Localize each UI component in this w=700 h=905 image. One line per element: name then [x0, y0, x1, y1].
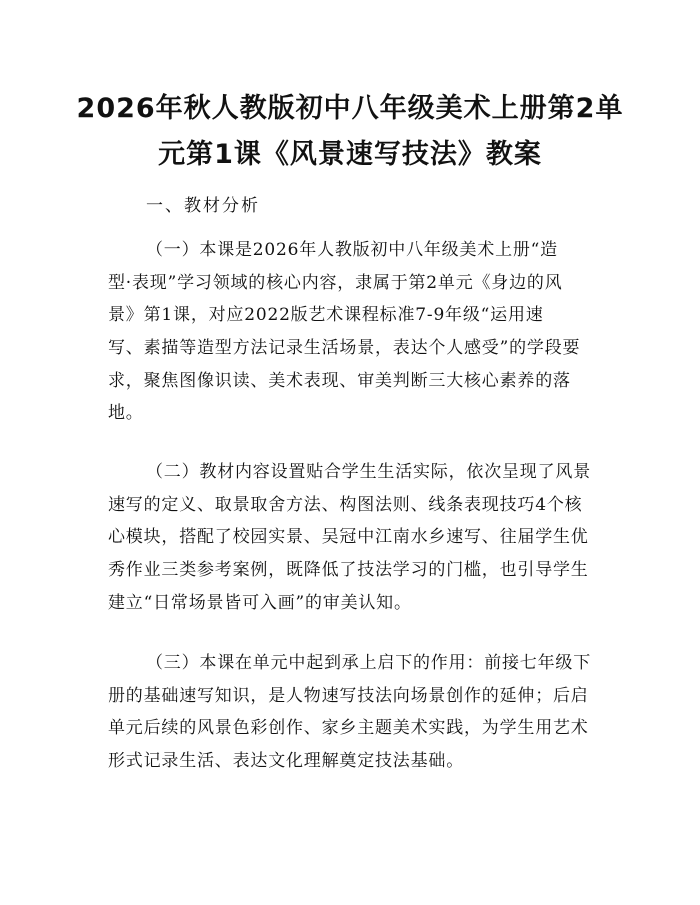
paragraph-line: 秀作业三类参考案例，既降低了技法学习的门槛，也引导学生	[108, 560, 589, 581]
paragraph-line: 地。	[108, 403, 144, 424]
paragraph-3	[108, 647, 608, 778]
document-title-line-1: 2026年秋人教版初中八年级美术上册第2单	[76, 93, 624, 124]
paragraph-line: 心模块，搭配了校园实景、吴冠中江南水乡速写、往届学生优	[108, 527, 589, 548]
paragraph-line: （三）本课在单元中起到承上启下的作用：前接七年级下	[146, 653, 591, 673]
paragraph-line: 形式记录生活、表达文化理解奠定技法基础。	[108, 751, 464, 772]
paragraph-line: （二）教材内容设置贴合学生生活实际，依次呈现了风景	[146, 462, 591, 482]
paragraph-line: 册的基础速写知识，是人物速写技法向场景创作的延伸；后启	[108, 685, 589, 706]
paragraph-line: 求，聚焦图像识读、美术表现、审美判断三大核心素养的落	[108, 370, 571, 391]
paragraph-line: 建立“日常场景皆可入画”的审美认知。	[108, 592, 412, 613]
paragraph-line: 单元后续的风景色彩创作、家乡主题美术实践，为学生用艺术	[108, 718, 589, 739]
paragraph-line: 型·表现”学习领域的核心内容，隶属于第2单元《身边的风	[108, 272, 563, 293]
paragraph-line: 写、素描等造型方法记录生活场景，表达个人感受”的学段要	[108, 338, 581, 359]
paragraph-line: 景》第1课，对应2022版艺术课程标准7-9年级“运用速	[108, 305, 544, 326]
document-title-line-2: 元第1课《风景速写技法》教案	[158, 139, 542, 170]
paragraph-line: 速写的定义、取景取舍方法、构图法则、线条表现技巧4个核	[108, 494, 583, 515]
paragraph-line: （一）本课是2026年人教版初中八年级美术上册“造	[146, 240, 558, 260]
paragraph-2	[108, 456, 608, 619]
paragraph-1	[108, 234, 608, 430]
section-heading: 一、教材分析	[146, 196, 260, 216]
